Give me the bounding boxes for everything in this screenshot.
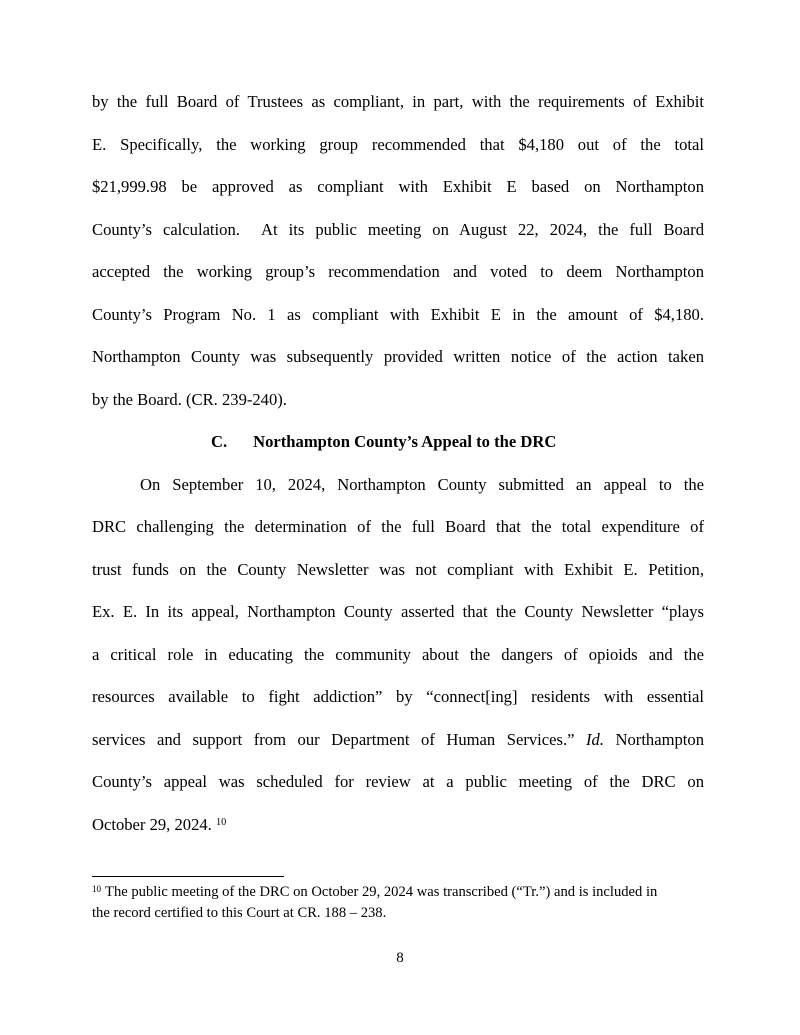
paragraph-2-line-8: County’s appeal was scheduled for review at a public meeting of the DRC on: [92, 772, 704, 791]
paragraph-1-line-5: accepted the working group’s recommendation and voted to deem Northampton: [92, 262, 704, 281]
heading-title: Northampton County’s Appeal to the DRC: [253, 432, 557, 451]
paragraph-2-line-7: [92, 719, 704, 762]
paragraph-1-line-8: by the Board. (CR. 239-240).: [92, 389, 287, 409]
heading-number: C.: [211, 432, 228, 451]
paragraph-1-line-3: $21,999.98 be approved as compliant with Exhibit E based on Northampton: [92, 177, 704, 196]
paragraph-2-line-4: Ex. E. In its appeal, Northampton County asserted that the County Newsletter “plays: [92, 602, 704, 621]
paragraph-1-line-7: Northampton County was subsequently provided written notice of the action taken: [92, 347, 704, 366]
paragraph-2-line-3: trust funds on the County Newsletter was not compliant with Exhibit E. Petition,: [92, 559, 704, 579]
paragraph-2-line-6: resources available to fight addiction” by “connect[ing] residents with essential: [92, 687, 704, 706]
footnote-text-line-2: [92, 903, 704, 924]
footnote-reference: 10: [215, 816, 227, 828]
paragraph-1-line-4: County’s calculation. At its public meeting on August 22, 2024, the full Board: [92, 219, 704, 239]
paragraph-2-line-2: DRC challenging the determination of the full Board that the total expenditure of: [92, 517, 704, 536]
text-segment: Northampton: [603, 729, 704, 749]
footnote-marker: 10: [92, 883, 102, 894]
paragraph-2-line-9: [92, 804, 704, 847]
footnote-text: the record certified to this Court at CR. 188 – 238.: [92, 905, 387, 921]
page-number: 8: [396, 950, 404, 966]
text-segment: October 29, 2024.: [92, 814, 216, 834]
paragraph-2-line-5: a critical role in educating the community about the dangers of opioids and the: [92, 644, 704, 664]
document-body: [92, 81, 704, 846]
footnote-text: The public meeting of the DRC on October 29, 2024 was transcribed (“Tr.”) and is included in: [105, 884, 658, 900]
paragraph-1-line-1: by the full Board of Trustees as compliant, in part, with the requirements of Exhibit: [92, 92, 704, 111]
footnote-text-line-1: [92, 882, 704, 903]
paragraph-2-line-1: On September 10, 2024, Northampton County submitted an appeal to the: [140, 474, 704, 494]
footnote-separator: [92, 876, 284, 877]
italic-citation: Id.: [586, 729, 604, 749]
paragraph-1-line-2: E. Specifically, the working group recommended that $4,180 out of the total: [92, 134, 704, 154]
text-segment: services and support from our Department of Human Services.”: [92, 729, 586, 749]
paragraph-1-line-6: County’s Program No. 1 as compliant with Exhibit E in the amount of $4,180.: [92, 304, 704, 324]
footnote-area: [92, 876, 704, 924]
section-heading: [92, 421, 704, 464]
